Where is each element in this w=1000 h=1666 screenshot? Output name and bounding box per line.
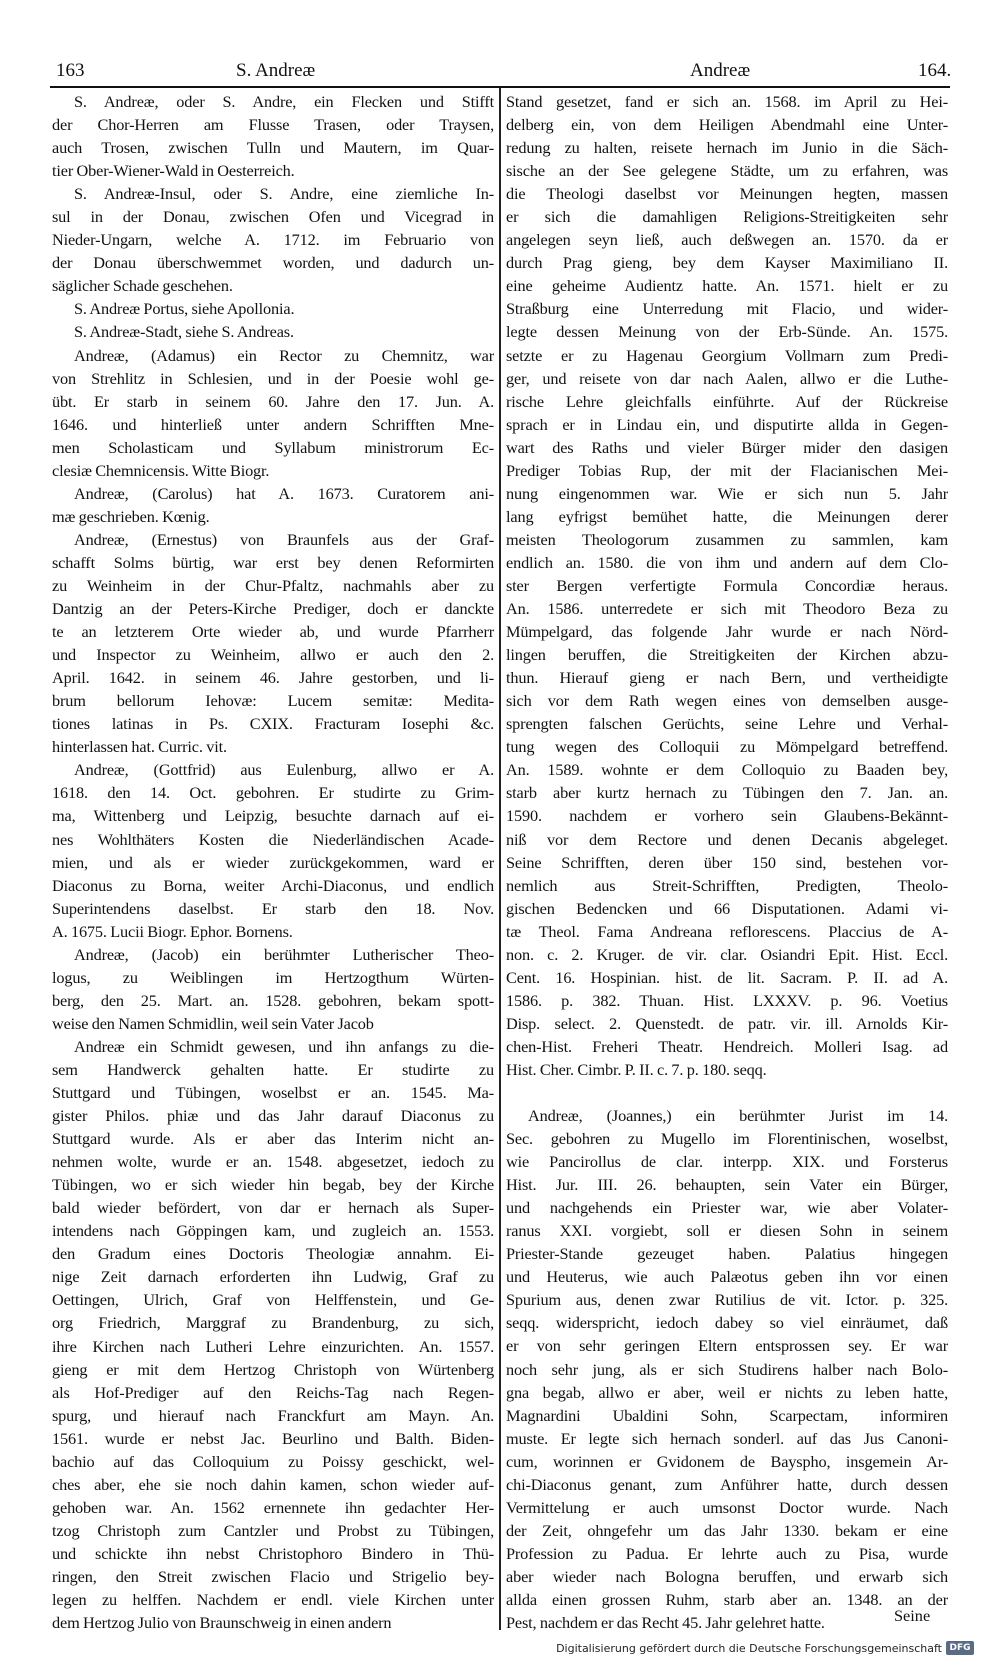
right-column-blank-line [506, 1081, 948, 1104]
left-column-text-line: April. 1642. in seinem 46. Jahre gestorben, und li- [52, 668, 494, 688]
left-column-text-line: auch Trosen, zwischen Tulln und Mautern, im Quar- [52, 138, 494, 158]
right-column-text-line: angelegen seyn ließ, auch deßwegen an. 1570. da er [506, 230, 948, 250]
right-column-text-line: tung wegen des Colloquii zu Mömpelgard betreffend. [506, 737, 948, 757]
right-column-text-line: und Heuterus, wie auch Palæotus geben ihn vor einen [506, 1267, 948, 1287]
left-column-text-line: men Scholasticam und Syllabum ministrorum Ec- [52, 437, 494, 457]
left-column-text-line: Andreæ ein Schmidt gewesen, und ihn anfangs zu die- [74, 1036, 494, 1056]
right-column-text-line: Stand gesetzet, fand er sich an. 1568. im April zu Hei- [506, 92, 948, 111]
right-column-text-line: und nachgehends ein Priester war, wie aber Volater- [506, 1198, 948, 1218]
right-column-text-line: tæ Theol. Fama Andreana reflorescens. Placcius de A- [506, 921, 948, 941]
right-column-text-line: seqq. widerspricht, iedoch dabey so viel einräumet, daß [506, 1313, 948, 1333]
right-column-text-line: er von sehr geringen Eltern entsprossen sey. Er war [506, 1336, 948, 1356]
right-column-text-line: Hist. Cher. Cimbr. P. II. c. 7. p. 180. seqq. [506, 1059, 767, 1079]
right-column [506, 90, 948, 1634]
left-column-text-line: Andreæ, (Ernestus) von Braunfels aus der Graf- [74, 529, 494, 549]
left-column-text-line: und schickte ihn nebst Christophoro Bindero in Thü- [52, 1543, 494, 1563]
left-column-text-line: Andreæ, (Gottfrid) aus Eulenburg, allwo er A. [74, 760, 494, 780]
right-column-text-line: wie Pancirollus de clar. interpp. XIX. und Forsterus [506, 1152, 948, 1172]
right-column-text-line: delberg ein, von dem Heiligen Abendmahl eine Unter- [506, 115, 948, 135]
right-column-text-line: Cent. 16. Hospinian. hist. de lit. Sacram. P. II. ad A. [506, 967, 948, 987]
right-column-text-line: chen-Hist. Freheri Theatr. Hendreich. Molleri Isag. ad [506, 1036, 948, 1056]
right-column-text-line: Disp. select. 2. Quenstedt. de patr. vir. ill. Arnolds Kir- [506, 1013, 948, 1033]
right-column-text-line: gna begab, allwo er aber, weil er nichts zu leben hatte, [506, 1382, 948, 1402]
digitization-footer [0, 1640, 1000, 1660]
left-column-text-line: gehoben war. An. 1562 ernennete ihn gedachter Her- [52, 1497, 494, 1517]
right-column-text-line: Magnardini Ubaldini Sohn, Scarpectam, informiren [506, 1405, 948, 1425]
left-column-text-line: mæ geschrieben. Kœnig. [52, 506, 210, 526]
left-column-text-line: Oettingen, Ulrich, Graf von Helffenstein, und Ge- [52, 1290, 494, 1310]
left-column-text-line: S. Andreæ-Stadt, siehe S. Andreas. [74, 322, 294, 342]
left-column-text-line: S. Andreæ Portus, siehe Apollonia. [74, 299, 295, 319]
right-column-text-line: meisten Theologorum zusammen zu sammlen, kam [506, 529, 948, 549]
left-column-text-line: Tübingen, wo er sich wieder hin begab, bey der Kirche [52, 1175, 494, 1195]
left-column-text-line: Dantzig an der Peters-Kirche Prediger, doch er danckte [52, 599, 494, 619]
left-column-text-line: Andreæ, (Jacob) ein berühmter Lutherischer Theo- [74, 944, 494, 964]
right-column-text-line: nung eingenommen war. Wie er sich nun 5. Jahr [506, 483, 948, 503]
left-column-text-line: legen zu helffen. Nachdem er endl. viele Kirchen unter [52, 1590, 494, 1610]
right-column-text-line: nemlich aus Streit-Schrifften, Predigten, Theolo- [506, 875, 948, 895]
left-column-text-line: S. Andreæ, oder S. Andre, ein Flecken und Stifft [74, 92, 494, 111]
left-column-text-line: S. Andreæ-Insul, oder S. Andre, eine ziemliche In- [74, 184, 494, 204]
left-column-text-line: intendens nach Göppingen kam, und zugleich an. 1553. [52, 1221, 494, 1241]
left-column-text-line: Andreæ, (Carolus) hat A. 1673. Curatorem ani- [74, 483, 494, 503]
left-column-text-line: von Strehlitz in Schlesien, und in der Poesie wohl ge- [52, 368, 494, 388]
right-column-text-line: ranus XXI. vorgiebt, soll er diesen Sohn in seinem [506, 1221, 948, 1241]
left-page-number: 163 [56, 60, 85, 81]
left-column-text-line: nehmen wolte, wurde er an. 1548. abgesetzet, iedoch zu [52, 1152, 494, 1172]
left-column-text-line: hinterlassen hat. Curric. vit. [52, 737, 227, 757]
right-column-text-line: allda einen grossen Ruhm, starb aber an. 1348. an der [506, 1590, 948, 1609]
right-column-text-line: Mümpelgard, das folgende Jahr wurde er nach Nörd- [506, 622, 948, 642]
left-column-text-line: säglicher Schade geschehen. [52, 276, 233, 296]
right-column-text-line: Prediger Tobias Rup, der mit der Flacianischen Mei- [506, 460, 948, 480]
left-column-text-line: org Friedrich, Marggraf zu Brandenburg, zu sich, [52, 1313, 494, 1333]
left-column-text-line: weise den Namen Schmidlin, weil sein Vater Jacob [52, 1013, 374, 1033]
right-column-text-line: Pest, nachdem er das Recht 45. Jahr gelehret hatte. [506, 1613, 825, 1633]
left-column-text-line: schafft Solms bürtig, war erst bey denen Reformirten [52, 552, 494, 572]
right-column-text-line: die Theologi daselbst vor Meinungen hegten, massen [506, 184, 948, 204]
left-column-text-line: bald wieder befördert, von dar er hernach als Super- [52, 1198, 494, 1218]
right-column-text-line: durch Prag gieng, bey dem Kayser Maximiliano II. [506, 253, 948, 273]
left-column-text-line: Nieder-Ungarn, welche A. 1712. im Februario von [52, 230, 494, 250]
running-header [50, 56, 950, 86]
right-column-text-line: chi-Diaconus genant, zum Anführer hatte, durch dessen [506, 1474, 948, 1494]
left-column-text-line: Superintendens daselbst. Er starb den 18. Nov. [52, 898, 494, 918]
right-column-text-line: aber wieder nach Bologna beruffen, und erwarb sich [506, 1566, 948, 1586]
left-column-text-line: ihre Kirchen nach Lutheri Lehre einzurichten. An. 1557. [52, 1336, 494, 1356]
right-column-text-line: legte dessen Meinung von der Erb-Sünde. An. 1575. [506, 322, 948, 342]
left-column-text-line: der Chor-Herren am Flusse Trasen, oder Traysen, [52, 115, 494, 135]
left-column-text-line: gister Philos. phiæ und das Jahr darauf Diaconus zu [52, 1106, 494, 1126]
right-column-text-line: endlich an. 1580. die von ihm und andern auf dem Clo- [506, 552, 948, 572]
left-column-text-line: der Donau überschwemmet worden, und dadurch un- [52, 253, 494, 273]
right-column-text-line: der Zeit, ohngefehr um das Jahr 1330. bekam er eine [506, 1520, 948, 1540]
left-column-text-line: ringen, den Streit zwischen Flacio und Strigelio bey- [52, 1567, 494, 1586]
right-page-number: 164. [918, 60, 952, 81]
right-column-text-line: An. 1589. wohnte er dem Colloquio zu Baaden bey, [506, 760, 948, 780]
left-column-text-line: und Inspector zu Weinheim, allwo er auch den 2. [52, 645, 494, 665]
left-column-text-line: logus, zu Weiblingen im Hertzogthum Würten- [52, 967, 494, 987]
left-column-text-line: te an letzterem Orte wieder ab, und wurde Pfarrherr [52, 622, 494, 642]
right-column-text-line: Profession zu Padua. Er lehrte auch zu Pisa, wurde [506, 1543, 948, 1563]
right-column-text-line: eine geheime Audientz hatte. An. 1571. hielt er zu [506, 276, 948, 296]
left-column-text-line: 1646. und hinterließ unter andern Schrifften Mne- [52, 414, 494, 434]
left-running-title: S. Andreæ [236, 60, 316, 81]
right-column-text-line: Spurium aus, denen zwar Rutilius de vit. Ictor. p. 325. [506, 1290, 948, 1310]
left-column-text-line: bachio auf das Colloquium zu Poissy geschickt, wel- [52, 1451, 494, 1471]
left-column-text-line: Stuttgard und Tübingen, woselbst er an. 1545. Ma- [52, 1083, 494, 1103]
right-column-text-line: starb aber kurtz hernach zu Tübingen den 7. Jan. an. [506, 783, 948, 803]
left-column-text-line: tiones latinas in Ps. CXIX. Fracturam Iosephi &c. [52, 714, 494, 734]
right-column-text-line: non. c. 2. Kruger. de vir. clar. Osiandri Epit. Hist. Eccl. [506, 944, 948, 964]
right-column-text-line: ger, und reisete von dar nach Aalen, allwo er die Luthe- [506, 368, 948, 388]
left-column-text-line: sul in der Donau, zwischen Ofen und Vicegrad in [52, 207, 494, 227]
dfg-logo: DFG [946, 1641, 974, 1655]
catchword: Seine [894, 1606, 931, 1625]
right-column-text-line: rische Lehre gleichfalls einführte. Auf der Rückreise [506, 391, 948, 411]
left-column-text-line: ma, Wittenberg und Leipzig, besuchte darnach auf ei- [52, 806, 494, 826]
column-divider [499, 88, 501, 1630]
left-column [52, 90, 494, 1634]
left-column-text-line: nige Zeit darnach erforderten ihn Ludwig, Graf zu [52, 1267, 494, 1287]
right-column-text-line: gischen Bedencken und 66 Disputationen. Adami vi- [506, 898, 948, 918]
left-column-text-line: Stuttgard wurde. Als er aber das Interim nicht an- [52, 1129, 494, 1149]
right-column-text-line: Hist. Jur. III. 26. behaupten, sein Vater ein Bürger, [506, 1175, 948, 1195]
right-column-text-line: setzte er zu Hagenau Georgium Vollmarn zum Predi- [506, 345, 948, 365]
left-column-text-line: als Hof-Prediger auf den Reichs-Tag nach Regen- [52, 1382, 494, 1402]
footer-credit: Digitalisierung gefördert durch die Deutsche Forschungsgemeinschaft [556, 1642, 942, 1655]
right-column-text-line: sische an der See gelegene Städte, um zu erfahren, was [506, 161, 948, 181]
right-column-text-line: noch sehr jung, als er sich Studirens halber nach Bolo- [506, 1359, 948, 1379]
right-column-text-line: ster Bergen verfertigte Formula Concordiæ heraus. [506, 575, 948, 595]
left-column-text-line: Diaconus zu Borna, weiter Archi-Diaconus, und endlich [52, 875, 494, 895]
right-column-text-line: niß vor dem Rectore und denen Decanis abgeleget. [506, 829, 948, 849]
right-column-text-line: An. 1586. unterredete er sich mit Theodoro Beza zu [506, 599, 948, 619]
left-column-text-line: gieng er mit dem Hertzog Christoph von Würtenberg [52, 1359, 494, 1379]
right-column-text-line: 1586. p. 382. Thuan. Hist. LXXXV. p. 96. Voetius [506, 990, 948, 1010]
left-column-text-line: brum bellorum Iehovæ: Lucem semitæ: Medita- [52, 691, 494, 711]
left-column-text-line: ches aber, ehe sie noch dahin kamen, schon wieder auf- [52, 1474, 494, 1494]
right-column-text-line: sprach er in Lindau ein, und disputirte allda in Gegen- [506, 414, 948, 434]
right-column-text-line: Vermittelung er auch umsonst Doctor wurde. Nach [506, 1497, 948, 1517]
left-column-text-line: den Gradum eines Doctoris Theologiæ annahm. Ei- [52, 1244, 494, 1264]
left-column-text-line: clesiæ Chemnicensis. Witte Biogr. [52, 460, 270, 480]
left-column-text-line: berg, den 25. Mart. an. 1528. gebohren, bekam spott- [52, 990, 494, 1010]
right-column-text-line: wart des Raths und vieler Bürger mider den dasigen [506, 437, 948, 457]
left-column-text-line: 1561. wurde er nebst Jac. Beurlino und Balth. Biden- [52, 1428, 494, 1448]
left-column-text-line: mien, und als er wieder zurückgekommen, ward er [52, 852, 494, 872]
left-column-text-line: 1618. den 14. Oct. gebohren. Er studirte zu Grim- [52, 783, 494, 803]
right-column-text-line: Sec. gebohren zu Mugello im Florentinischen, woselbst, [506, 1129, 948, 1149]
right-column-text-line: er sich die damahligen Religions-Streitigkeiten sehr [506, 207, 948, 227]
left-column-text-line: übt. Er starb in seinem 60. Jahre den 17. Jun. A. [52, 391, 494, 411]
right-column-text-line: sich vor dem Rath wegen eines von demselben ausge- [506, 691, 948, 711]
left-column-text-line: Andreæ, (Adamus) ein Rector zu Chemnitz, war [74, 345, 494, 365]
right-column-text-line: Priester-Stande gezeuget haben. Palatius hingegen [506, 1244, 948, 1264]
left-column-text-line: spurg, und hierauf nach Franckfurt am Mayn. An. [52, 1405, 494, 1425]
right-column-text-line: Andreæ, (Joannes,) ein berühmter Jurist im 14. [528, 1106, 948, 1126]
right-column-text-line: redung zu halten, reisete hernach im Junio in die Säch- [506, 138, 948, 158]
right-column-text-line: Seine Schrifften, deren über 150 sind, bestehen vor- [506, 852, 948, 872]
left-column-text-line: sem Handwerck gehalten hatte. Er studirte zu [52, 1059, 494, 1079]
right-column-text-line: thun. Hierauf gieng er nach Bern, und vertheidigte [506, 668, 948, 688]
left-column-text-line: nes Wohlthäters Kosten die Niederländischen Acade- [52, 829, 494, 849]
right-column-text-line: sprengten falschen Gerüchts, seine Lehre und Verhal- [506, 714, 948, 734]
left-column-text-line: zu Weinheim in der Chur-Pfaltz, nachmahls aber zu [52, 575, 494, 595]
right-running-title: Andreæ [690, 60, 751, 81]
right-column-text-line: 1590. nachdem er vorhero sein Glaubens-Bekännt- [506, 806, 948, 826]
left-column-text-line: tier Ober-Wiener-Wald in Oesterreich. [52, 161, 295, 181]
left-column-text-line: dem Hertzog Julio von Braunschweig in einen andern [52, 1613, 392, 1633]
right-column-text-line: Straßburg eine Unterredung mit Flacio, und wider- [506, 299, 948, 319]
right-column-text-line: lang eyfrigst bemühet hatte, die Meinungen derer [506, 506, 948, 526]
right-column-text-line: lingen beruffen, die Streitigkeiten der Kirchen abzu- [506, 645, 948, 665]
right-column-text-line: muste. Er legte sich hernach sonderl. auf das Jus Canoni- [506, 1428, 948, 1448]
left-column-text-line: tzog Christoph zum Cantzler und Probst zu Tübingen, [52, 1520, 494, 1540]
left-column-text-line: A. 1675. Lucii Biogr. Ephor. Bornens. [52, 921, 293, 941]
right-column-text-line: cum, worinnen er Gvidonem de Bayspho, insgemein Ar- [506, 1451, 948, 1471]
